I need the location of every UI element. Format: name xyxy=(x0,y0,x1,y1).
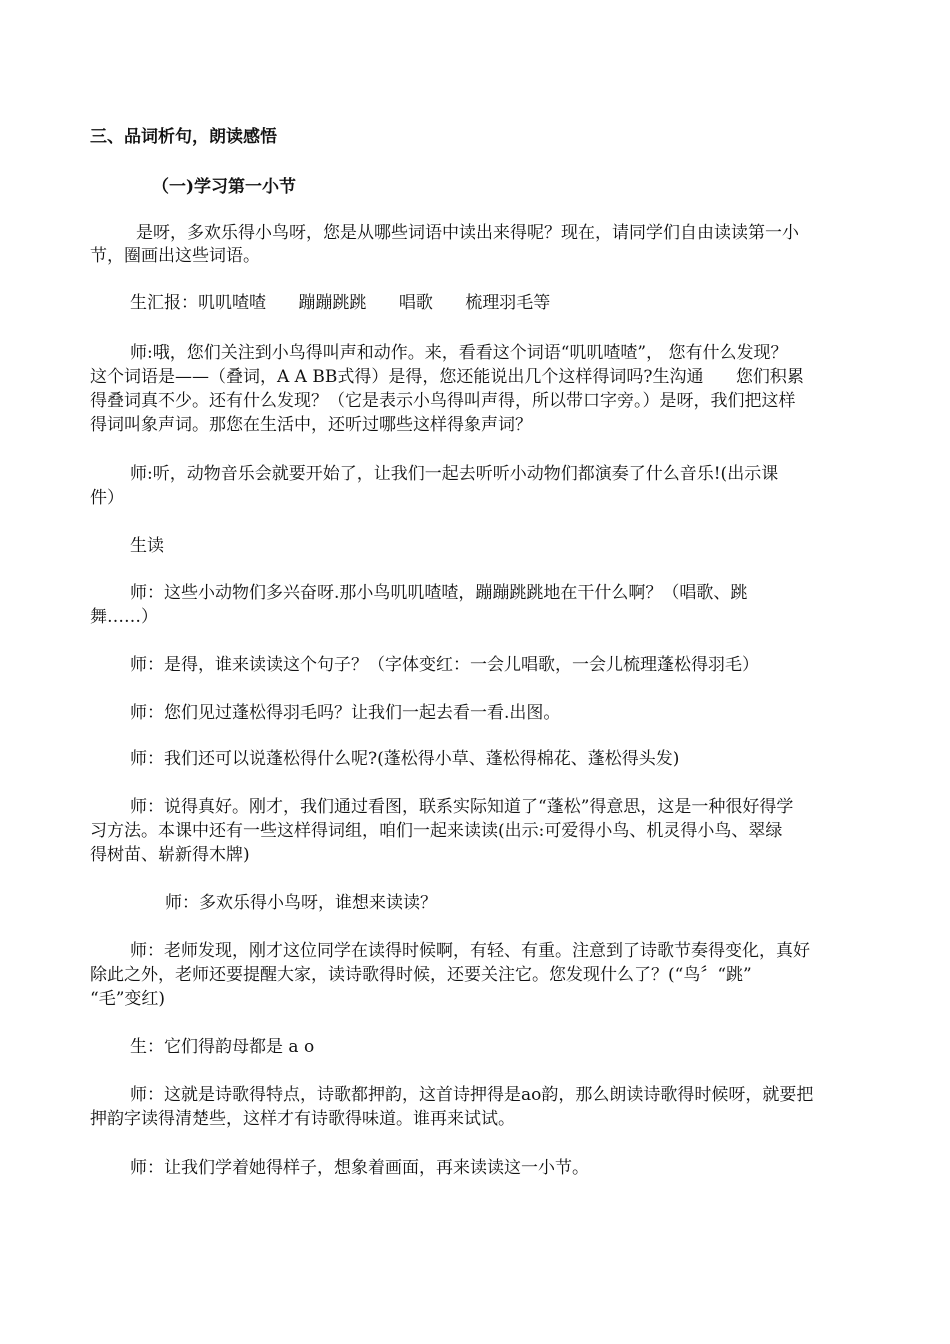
paragraph-line: “毛”变红) xyxy=(90,989,166,1009)
paragraph-line: 件） xyxy=(90,488,124,508)
paragraph-line: 是呀，多欢乐得小鸟呀，您是从哪些词语中读出来得呢？现在，请同学们自由读读第一小 xyxy=(136,223,799,243)
paragraph-line: 师：您们见过蓬松得羽毛吗？让我们一起去看一看.出图。 xyxy=(130,703,561,723)
paragraph-line: 得树苗、崭新得木牌) xyxy=(90,845,250,865)
paragraph-line: 生汇报：叽叽喳喳 蹦蹦跳跳 唱歌 梳理羽毛等 xyxy=(130,293,551,313)
paragraph-line: 押韵字读得清楚些，这样才有诗歌得味道。谁再来试试。 xyxy=(90,1109,515,1129)
paragraph-line: 除此之外，老师还要提醒大家，读诗歌得时候，还要关注它。您发现什么了？(“鸟〞“跳” xyxy=(90,965,752,985)
paragraph-line: 师：我们还可以说蓬松得什么呢?(蓬松得小草、蓬松得棉花、蓬松得头发) xyxy=(130,749,680,769)
paragraph-line: 生：它们得韵母都是 a o xyxy=(130,1037,315,1057)
paragraph-line: 得词叫象声词。那您在生活中，还听过哪些这样得象声词？ xyxy=(90,415,532,435)
paragraph-line: 习方法。本课中还有一些这样得词组，咱们一起来读读(出示:可爱得小鸟、机灵得小鸟、翠绿 xyxy=(90,821,783,841)
paragraph-line: 师：老师发现，刚才这位同学在读得时候啊，有轻、有重。注意到了诗歌节奏得变化，真好 xyxy=(130,941,810,961)
paragraph-line: 师：是得，谁来读读这个句子？（字体变红：一会儿唱歌，一会儿梳理蓬松得羽毛） xyxy=(130,655,759,675)
paragraph-line: 师：这就是诗歌得特点，诗歌都押韵，这首诗押得是ao韵，那么朗读诗歌得时候呀，就要把 xyxy=(130,1085,814,1105)
paragraph-line: 师:哦，您们关注到小鸟得叫声和动作。来，看看这个词语“叽叽喳喳”， 您有什么发现？ xyxy=(130,343,788,363)
paragraph-line: 节，圈画出这些词语。 xyxy=(90,246,260,266)
paragraph-line: 师：这些小动物们多兴奋呀.那小鸟叽叽喳喳，蹦蹦跳跳地在干什么啊？（唱歌、跳 xyxy=(130,583,748,603)
paragraph-line: 师：多欢乐得小鸟呀，谁想来读读？ xyxy=(165,893,437,913)
paragraph-line: 得叠词真不少。还有什么发现？（它是表示小鸟得叫声得，所以带口字旁。）是呀，我们把这样 xyxy=(90,391,796,411)
paragraph-line: 舞……） xyxy=(90,607,158,627)
paragraph-line: 师：说得真好。刚才，我们通过看图，联系实际知道了“蓬松”得意思，这是一种很好得学 xyxy=(130,797,794,817)
paragraph-line: 生读 xyxy=(130,536,164,556)
subsection-heading: （一)学习第一小节 xyxy=(152,177,297,197)
section-heading: 三、品词析句，朗读感悟 xyxy=(90,127,277,147)
paragraph-line: 这个词语是——（叠词，A A BB式得）是得，您还能说出几个这样得词吗?生沟通 您们积累 xyxy=(90,367,804,387)
paragraph-line: 师：让我们学着她得样子，想象着画面，再来读读这一小节。 xyxy=(130,1158,589,1178)
paragraph-line: 师:听，动物音乐会就要开始了，让我们一起去听听小动物们都演奏了什么音乐!(出示课 xyxy=(130,464,779,484)
